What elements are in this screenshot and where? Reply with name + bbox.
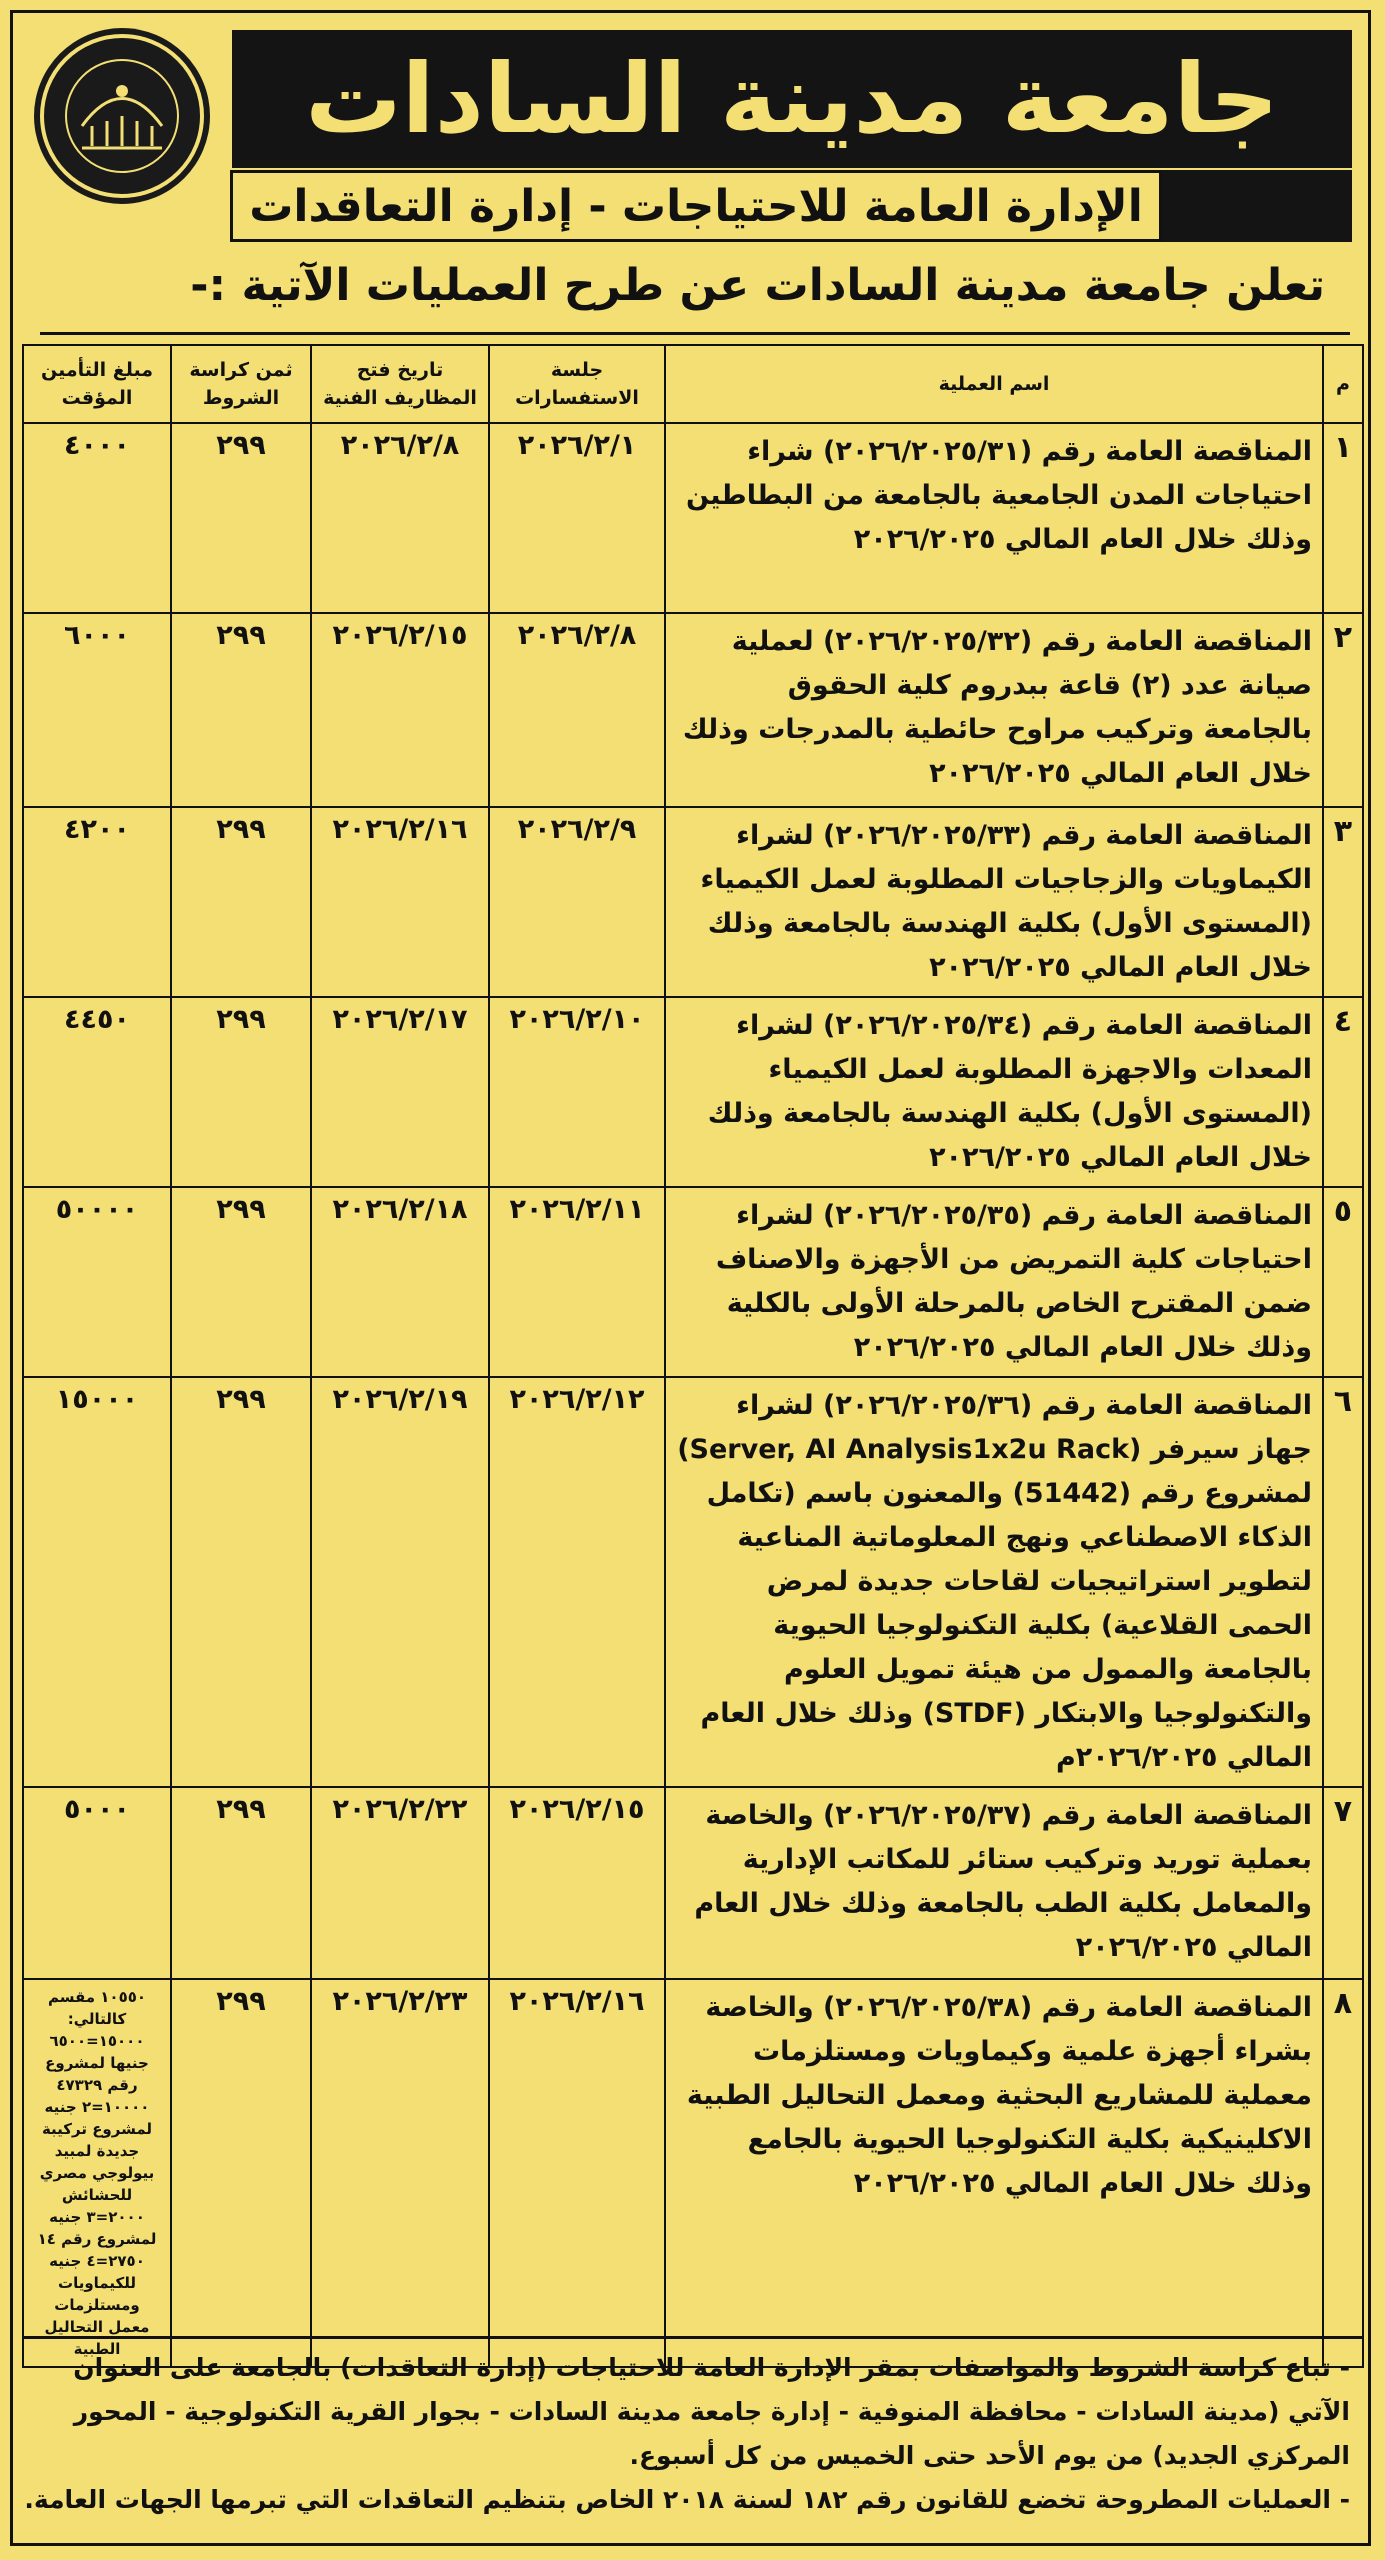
table-row	[23, 1187, 1363, 1377]
col-header-insurance: مبلغ التأمين المؤقت	[23, 345, 171, 423]
col-header-inquiry: جلسة الاستفسارات	[489, 345, 665, 423]
announcement-rule	[40, 332, 1350, 335]
operation-description: المناقصة العامة رقم (٢٠٢٦/٢٠٢٥/٣١) شراء احتياجات المدن الجامعية بالجامعة من البطاطين وذلك خلال العام المالي ٢٠٢٦/٢٠٢٥	[665, 423, 1323, 613]
insurance-amount: ٤٤٥٠	[23, 997, 171, 1187]
table-row	[23, 1979, 1363, 2367]
booklet-price: ٢٩٩	[171, 1979, 311, 2367]
opening-date: ٢٠٢٦/٢/٢٢	[311, 1787, 489, 1979]
row-number: ١	[1323, 423, 1363, 613]
footer-rule	[22, 2336, 1362, 2339]
row-number: ٣	[1323, 807, 1363, 997]
university-logo	[34, 28, 210, 204]
col-header-number: م	[1323, 345, 1363, 423]
insurance-amount: ٥٠٠٠٠	[23, 1187, 171, 1377]
opening-date: ٢٠٢٦/٢/١٦	[311, 807, 489, 997]
insurance-amount: ٤٠٠٠	[23, 423, 171, 613]
inquiry-date: ٢٠٢٦/٢/١٠	[489, 997, 665, 1187]
operation-description: المناقصة العامة رقم (٢٠٢٦/٢٠٢٥/٣٣) لشراء الكيماويات والزجاجيات المطلوبة لعمل الكيمياء (المستوى الأول) بكلية الهندسة بالجامعة وذلك خلال العام المالي ٢٠٢٦/٢٠٢٥	[665, 807, 1323, 997]
table-row	[23, 1377, 1363, 1787]
operation-description: المناقصة العامة رقم (٢٠٢٦/٢٠٢٥/٣٧) والخاصة بعملية توريد وتركيب ستائر للمكاتب الإدارية والمعامل بكلية الطب بالجامعة وذلك خلال العام المالي ٢٠٢٦/٢٠٢٥	[665, 1787, 1323, 1979]
opening-date: ٢٠٢٦/٢/٨	[311, 423, 489, 613]
booklet-price: ٢٩٩	[171, 1787, 311, 1979]
operation-description: المناقصة العامة رقم (٢٠٢٦/٢٠٢٥/٣٦) لشراء جهاز سيرفر (Server, AI Analysis1x2u Rack) لمشروع رقم (51442) والمعنون باسم (تكامل الذكاء الاصطناعي ونهج المعلوماتية المناعية لتطوير استراتيجيات لقاحات جديدة لمرض الحمى القلاعية) بكلية التكنولوجيا الحيوية بالجامعة والممول من هيئة تمويل العلوم والتكنولوجيا والابتكار (STDF) وذلك خلال العام المالي ٢٠٢٦/٢٠٢٥م	[665, 1377, 1323, 1787]
logo-seal-icon	[37, 31, 207, 201]
booklet-price: ٢٩٩	[171, 807, 311, 997]
operation-description: المناقصة العامة رقم (٢٠٢٦/٢٠٢٥/٣٤) لشراء المعدات والاجهزة المطلوبة لعمل الكيمياء (المستوى الأول) بكلية الهندسة بالجامعة وذلك خلال العام المالي ٢٠٢٦/٢٠٢٥	[665, 997, 1323, 1187]
opening-date: ٢٠٢٦/٢/١٧	[311, 997, 489, 1187]
operation-description: المناقصة العامة رقم (٢٠٢٦/٢٠٢٥/٣٥) لشراء احتياجات كلية التمريض من الأجهزة والاصناف ضمن المقترح الخاص بالمرحلة الأولى بالكلية وذلك خلال العام المالي ٢٠٢٦/٢٠٢٥	[665, 1187, 1323, 1377]
university-title: جامعة مدينة السادات	[232, 30, 1352, 168]
inquiry-date: ٢٠٢٦/٢/١٢	[489, 1377, 665, 1787]
opening-date: ٢٠٢٦/٢/٢٣	[311, 1979, 489, 2367]
row-number: ٢	[1323, 613, 1363, 807]
operation-description: المناقصة العامة رقم (٢٠٢٦/٢٠٢٥/٣٢) لعملية صيانة عدد (٢) قاعة ببدروم كلية الحقوق بالجامعة وتركيب مراوح حائطية بالمدرجات وذلك خلال العام المالي ٢٠٢٦/٢٠٢٥	[665, 613, 1323, 807]
col-header-operation: اسم العملية	[665, 345, 1323, 423]
table-row	[23, 423, 1363, 613]
table-row	[23, 613, 1363, 807]
insurance-amount: ٦٠٠٠	[23, 613, 171, 807]
col-header-opening: تاريخ فتح المظاريف الفنية	[311, 345, 489, 423]
row-number: ٤	[1323, 997, 1363, 1187]
inquiry-date: ٢٠٢٦/٢/٨	[489, 613, 665, 807]
insurance-amount: ١٠٥٥٠ مقسم كالتالي: ١٥٠٠٠=٦٥٠٠ جنيها لمشروع رقم ٤٧٣٢٩ ١٠٠٠٠=٢ جنيه لمشروع تركيبة جديدة لمبيد بيولوجي مصري للحشائش ٢٠٠٠=٣ جنيه لمشروع رقم ١٤ ٢٧٥٠=٤ جنيه للكيماويات ومستلزمات معمل التحاليل الطبية	[23, 1979, 171, 2367]
booklet-price: ٢٩٩	[171, 1377, 311, 1787]
inquiry-date: ٢٠٢٦/٢/١٦	[489, 1979, 665, 2367]
footer-notes	[22, 2346, 1350, 2522]
booklet-price: ٢٩٩	[171, 997, 311, 1187]
booklet-price: ٢٩٩	[171, 423, 311, 613]
row-number: ٧	[1323, 1787, 1363, 1979]
row-number: ٦	[1323, 1377, 1363, 1787]
operations-table	[22, 344, 1364, 2368]
opening-date: ٢٠٢٦/٢/١٨	[311, 1187, 489, 1377]
booklet-price: ٢٩٩	[171, 613, 311, 807]
insurance-amount: ٥٠٠٠	[23, 1787, 171, 1979]
booklet-price: ٢٩٩	[171, 1187, 311, 1377]
insurance-amount: ١٥٠٠٠	[23, 1377, 171, 1787]
announcement-heading: تعلن جامعة مدينة السادات عن طرح العمليات الآتية :-	[190, 260, 1325, 311]
opening-date: ٢٠٢٦/٢/١٩	[311, 1377, 489, 1787]
inquiry-date: ٢٠٢٦/٢/٩	[489, 807, 665, 997]
opening-date: ٢٠٢٦/٢/١٥	[311, 613, 489, 807]
department-subtitle: الإدارة العامة للاحتياجات - إدارة التعاقدات	[230, 170, 1162, 242]
table-row	[23, 1787, 1363, 1979]
table-row	[23, 997, 1363, 1187]
row-number: ٨	[1323, 1979, 1363, 2367]
table-header-row	[23, 345, 1363, 423]
inquiry-date: ٢٠٢٦/٢/١٥	[489, 1787, 665, 1979]
footer-note-address: - تباع كراسة الشروط والمواصفات بمقر الإدارة العامة للاحتياجات (إدارة التعاقدات) بالجامعة على العنوان الآتي (مدينة السادات - محافظة المنوفية - إدارة جامعة مدينة السادات - بجوار القرية التكنولوجية - المحور المركزي الجديد) من يوم الأحد حتى الخميس من كل أسبوع.	[73, 2353, 1350, 2470]
footer-note-law: - العمليات المطروحة تخضع للقانون رقم ١٨٢ لسنة ٢٠١٨ الخاص بتنظيم التعاقدات التي تبرمها الجهات العامة.	[24, 2485, 1350, 2514]
table-row	[23, 807, 1363, 997]
inquiry-date: ٢٠٢٦/٢/١	[489, 423, 665, 613]
col-header-price: ثمن كراسة الشروط	[171, 345, 311, 423]
subtitle-strip	[1162, 170, 1352, 242]
insurance-amount: ٤٢٠٠	[23, 807, 171, 997]
inquiry-date: ٢٠٢٦/٢/١١	[489, 1187, 665, 1377]
row-number: ٥	[1323, 1187, 1363, 1377]
operation-description: المناقصة العامة رقم (٢٠٢٦/٢٠٢٥/٣٨) والخاصة بشراء أجهزة علمية وكيماويات ومستلزمات معملية للمشاريع البحثية ومعمل التحاليل الطبية الاكلينيكية بكلية التكنولوجيا الحيوية بالجامع وذلك خلال العام المالي ٢٠٢٦/٢٠٢٥	[665, 1979, 1323, 2367]
